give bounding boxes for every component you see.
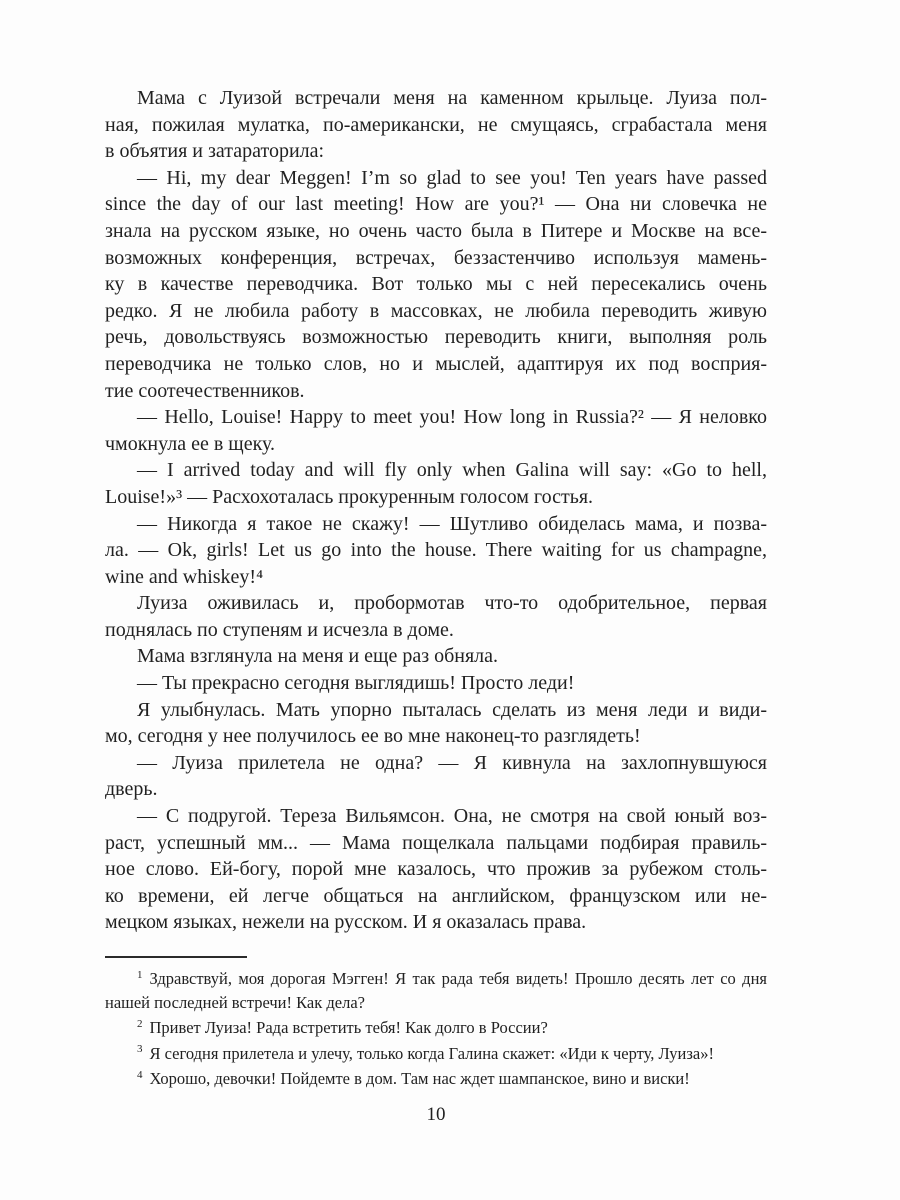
footnote-line: $^3$ Я сегодня прилетела и улечу, только когда Галина скажет: «Иди к черту, Луиза»! — [137, 1043, 714, 1063]
text-line: поднялась по ступеням и исчезла в доме. — [105, 618, 454, 641]
body-text — [105, 85, 767, 936]
footnote-marker: 4 — [137, 1068, 143, 1081]
text-line: — Ты прекрасно сегодня выглядишь! Просто леди! — [137, 672, 575, 695]
paragraph — [105, 511, 767, 591]
text-line: возможных конференция, встречах, беззастенчиво используя мамень- — [105, 246, 767, 269]
footnotes — [105, 967, 767, 1091]
text-line: раст, успешный мм... — Мама пощелкала пальцами подбирая правиль- — [105, 831, 767, 854]
text-line: ное слово. Ей-богу, порой мне казалось, что прожив за рубежом столь- — [105, 858, 767, 881]
text-line: мецком языках, нежели на русском. И я оказалась права. — [105, 911, 587, 934]
paragraph — [105, 697, 767, 750]
text-line: ко времени, ей легче общаться на английском, французском или не- — [105, 884, 767, 907]
text-line: мо, сегодня у нее получилось ее во мне наконец-то разглядеть! — [105, 725, 641, 748]
footnote-marker: 1 — [137, 968, 143, 981]
text-line: в объятия и затараторила: — [105, 140, 325, 163]
text-line: — Луиза прилетела не одна? — Я кивнула на захлопнувшуюся — [137, 751, 767, 774]
page-number: 10 — [426, 1104, 446, 1125]
text-line: — I arrived today and will fly only when Galina will say: «Go to hell, — [137, 459, 767, 482]
text-line: ла. — Ok, girls! Let us go into the house. There waiting for us champagne, — [105, 539, 767, 562]
paragraph — [105, 750, 767, 803]
text-line: знала на русском языке, но очень часто была в Питере и Москве на все- — [105, 219, 767, 242]
paragraph — [105, 590, 767, 643]
text-line: Мама с Луизой встречали меня на каменном крыльце. Луиза пол- — [137, 87, 767, 109]
paragraph — [105, 643, 767, 670]
footnote — [105, 1016, 767, 1040]
paragraph — [105, 670, 767, 697]
paragraph — [105, 404, 767, 457]
text-line: ку в качестве переводчика. Вот только мы с ней пересекались очень — [105, 273, 767, 296]
footnote — [105, 1067, 767, 1091]
paragraph — [105, 457, 767, 510]
footnote-line: $^2$ Привет Луиза! Рада встретить тебя! Как долго в России? — [137, 1017, 548, 1037]
text-line: wine and whiskey!⁴ — [105, 565, 264, 588]
text-line: тие соотечественников. — [105, 379, 305, 402]
text-line: Луиза оживилась и, пробормотав что-то одобрительное, первая — [137, 592, 767, 615]
paragraph — [105, 85, 767, 165]
text-line: редко. Я не любила работу в массовках, не любила переводить живую — [105, 299, 767, 322]
footnote-marker: 3 — [137, 1043, 143, 1055]
footnote-line: $^4$ Хорошо, девочки! Пойдемте в дом. Там нас ждет шампанское, вино и виски! — [137, 1068, 690, 1088]
paragraph — [105, 165, 767, 404]
footnote-line: нашей последней встречи! Как дела? — [105, 992, 365, 1012]
footnote-divider — [105, 956, 247, 958]
text-line: Мама взглянула на меня и еще раз обняла. — [137, 645, 499, 668]
text-line: Я улыбнулась. Мать упорно пыталась сделать из меня леди и види- — [137, 698, 767, 721]
text-line: переводчика не только слов, но и мыслей, адаптируя их под восприя- — [105, 352, 767, 375]
text-line: дверь. — [105, 778, 158, 801]
text-line: — Hello, Louise! Happy to meet you! How long in Russia?² — Я неловко — [137, 406, 767, 429]
footnote-line: $^1$ Здравствуй, моя дорогая Мэгген! Я так рада тебя видеть! Прошло десять лет со дня — [137, 968, 767, 988]
text-line: — Никогда я такое не скажу! — Шутливо обиделась мама, и позва- — [137, 512, 767, 535]
book-page — [105, 85, 767, 1125]
text-line: речь, довольствуясь возможностью переводить книги, выполняя роль — [105, 326, 767, 349]
text-line: — Hi, my dear Meggen! I’m so glad to see you! Ten years have passed — [137, 166, 767, 189]
text-line: since the day of our last meeting! How are you?¹ — Она ни словечка не — [105, 193, 767, 216]
footnote-marker: 2 — [137, 1017, 143, 1030]
text-line: — С подругой. Тереза Вильямсон. Она, не смотря на свой юный воз- — [137, 805, 767, 828]
footnote — [105, 1042, 767, 1066]
text-line: ная, пожилая мулатка, по-американски, не смущаясь, сграбастала меня — [105, 113, 767, 136]
text-line: Louise!»³ — Расхохоталась прокуренным голосом гостья. — [105, 485, 594, 508]
footnote — [105, 967, 767, 1014]
paragraph — [105, 803, 767, 936]
text-line: чмокнула ее в щеку. — [105, 432, 276, 455]
